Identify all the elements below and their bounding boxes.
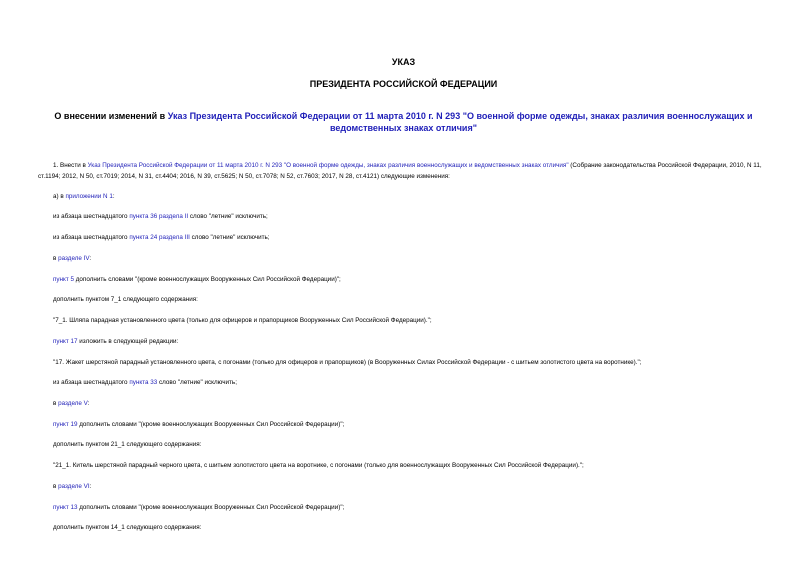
text: дополнить словами "(кроме военнослужащих Вооруженных Сил Российской Федерации)";: [77, 504, 345, 511]
item-line-15: [53, 483, 91, 490]
link-p19[interactable]: пункт 19: [53, 421, 78, 428]
item-line-10: [53, 379, 237, 386]
item-line-3: [53, 234, 270, 241]
link-p33[interactable]: пункта 33: [129, 379, 158, 386]
item-line-6: дополнить пунктом 7_1 следующего содержания:: [53, 296, 198, 303]
text: из абзаца шестнадцатого: [53, 213, 130, 220]
item-line-2: [53, 213, 268, 220]
doc-title: УКАЗ: [391, 57, 416, 67]
doc-issuer: ПРЕЗИДЕНТА РОССИЙСКОЙ ФЕДЕРАЦИИ: [309, 79, 498, 89]
text: изложить в следующей редакции:: [77, 338, 179, 345]
item-line-5: [53, 276, 341, 283]
text: а) в: [53, 193, 66, 200]
p1-decree-link[interactable]: Указ Президента Российской Федерации от 11 марта 2010 г. N 293 "О военной форме одежды, знаках различия военнослужащих и ведомственных знаках отличия": [87, 162, 569, 169]
paragraph-1: [38, 160, 778, 182]
item-line-12: [53, 421, 344, 428]
item-line-8: [53, 338, 178, 345]
item-line-14: "21_1. Китель шерстяной парадный черного цвета, с шитьем золотистого цвета на воротнике, с погонами (только для военнослужащих Вооруженных Сил Российской Федерации).";: [53, 462, 584, 469]
text: из абзаца шестнадцатого: [53, 379, 130, 386]
text: слово "летние" исключить;: [189, 234, 270, 241]
text: слово "летние" исключить;: [188, 213, 268, 220]
text: :: [87, 400, 90, 407]
text: в: [53, 255, 59, 262]
link-section-4[interactable]: разделе IV: [58, 255, 90, 262]
text: :: [89, 483, 92, 490]
text: :: [112, 193, 115, 200]
item-line-7: "7_1. Шляпа парадная установленного цвета (только для офицеров и прапорщиков Вооруженных Сил Российской Федерации).";: [53, 317, 432, 324]
link-p24-s3[interactable]: пункта 24 раздела III: [129, 234, 190, 241]
link-p36-s2[interactable]: пункта 36 раздела II: [129, 213, 189, 220]
link-p5[interactable]: пункт 5: [53, 276, 74, 283]
link-p17[interactable]: пункт 17: [53, 338, 78, 345]
text: слово "летние" исключить;: [157, 379, 237, 386]
p1-prefix: 1. Внести в: [53, 162, 88, 169]
text: дополнить словами "(кроме военнослужащих Вооруженных Сил Российской Федерации)";: [77, 421, 345, 428]
item-line-17: дополнить пунктом 14_1 следующего содержания:: [53, 524, 202, 531]
link-section-5[interactable]: разделе V: [58, 400, 88, 407]
item-line-16: [53, 504, 344, 511]
text: из абзаца шестнадцатого: [53, 234, 130, 241]
item-line-1: [53, 193, 115, 200]
text: в: [53, 400, 59, 407]
link-appendix-1[interactable]: приложении N 1: [65, 193, 113, 200]
text: :: [89, 255, 92, 262]
item-line-13: дополнить пунктом 21_1 следующего содержания:: [53, 441, 202, 448]
p1-suffix: (Собрание законодательства Российской Федерации, 2010, N 11, ст.1194; 2012, N 50, ст.7019; 2014, N 31, ст.4404; 2016, N 39, ст.5625; N 50, ст.7078; N 52, ст.7603; 2017, N 28, ст.4121) следующие изменения:: [38, 162, 762, 180]
item-line-11: [53, 400, 89, 407]
doc-subtitle: [0, 110, 807, 134]
text: дополнить словами "(кроме военнослужащих Вооруженных Сил Российской Федерации)";: [74, 276, 341, 283]
item-line-4: [53, 255, 91, 262]
subtitle-decree-link[interactable]: Указ Президента Российской Федерации от 11 марта 2010 г. N 293 "О военной форме одежды, знаках различия военнослужащих и ведомственных знаках отличия": [167, 111, 753, 133]
subtitle-prefix: О внесении изменений в: [54, 111, 168, 121]
link-p13[interactable]: пункт 13: [53, 504, 78, 511]
link-section-6[interactable]: разделе VI: [58, 483, 90, 490]
item-line-9: "17. Жакет шерстяной парадный установленного цвета, с погонами (только для офицеров и прапорщиков) (в Вооруженных Силах Российской Федерации - с шитьем золотистого цвета на воротнике).";: [53, 359, 642, 366]
text: в: [53, 483, 59, 490]
